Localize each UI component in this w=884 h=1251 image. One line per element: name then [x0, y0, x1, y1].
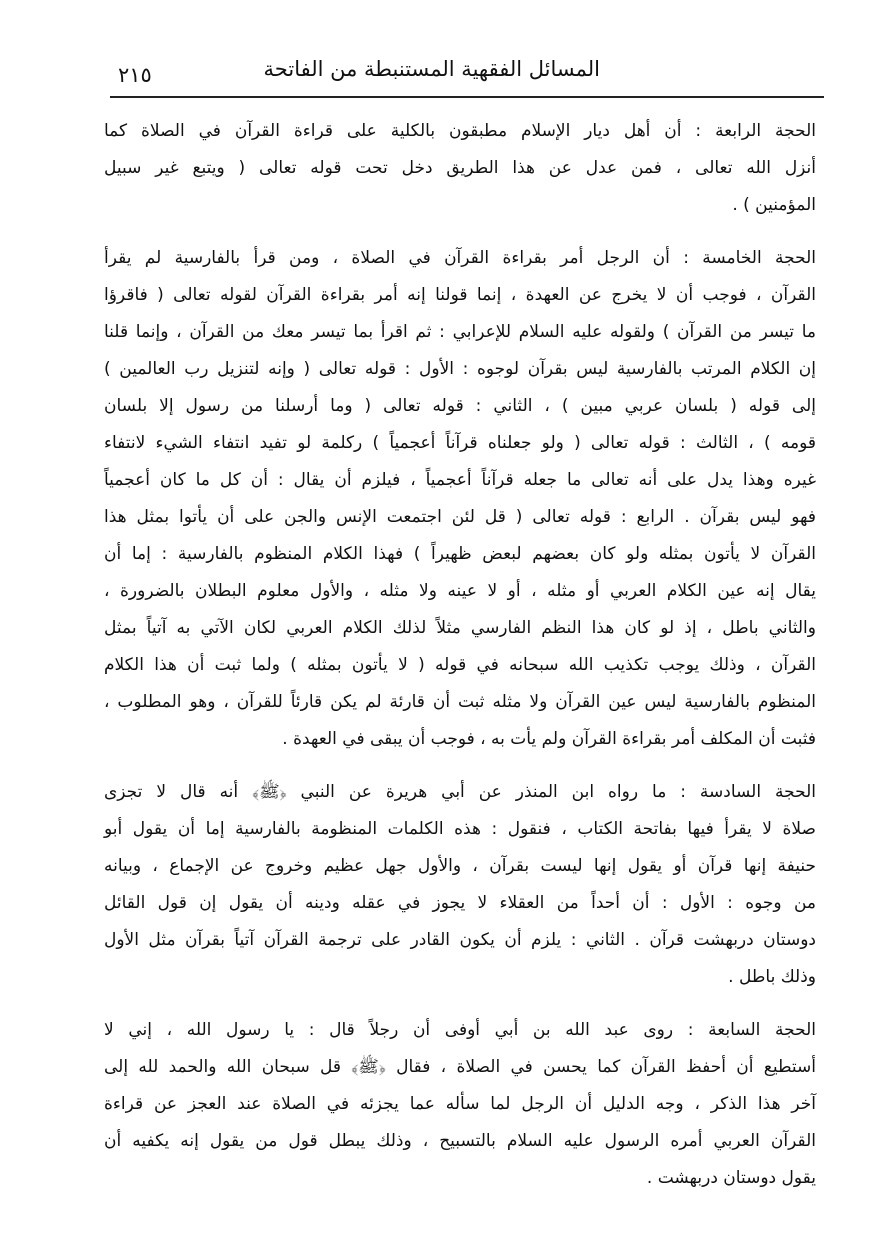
- text-line: القرآن ، فوجب أن لا يخرج عن العهدة ، إنما قولنا إنه أمر بقراءة القرآن لقوله تعالى ( فاقرؤا: [104, 285, 816, 305]
- text-line: أنزل الله تعالى ، فمن عدل عن هذا الطريق دخل تحت قوله تعالى ( ويتبع غير سبيل: [104, 158, 816, 178]
- paragraph-sixth-argument: [104, 774, 816, 996]
- body-text: [104, 113, 816, 1213]
- paragraph-seventh-argument: [104, 1012, 816, 1197]
- text-line: الحجة الرابعة : أن أهل ديار الإسلام مطبقون بالكلية على قراءة القرآن في الصلاة كما: [104, 121, 816, 141]
- header-rule: [110, 96, 824, 98]
- text-line: ما تيسر من القرآن ) ولقوله عليه السلام للإعرابي : ثم اقرأ بما تيسر معك من القرآن ، وإنما قلنا: [104, 322, 816, 342]
- paragraph-fifth-argument: [104, 240, 816, 758]
- text-line: إن الكلام المرتب بالفارسية ليس بقرآن لوجوه : الأول : قوله تعالى ( وإنه لتنزيل رب العالمين ): [104, 359, 816, 379]
- text-line: فثبت أن المكلف أمر بقراءة القرآن ولم يأت به ، فوجب أن يبقى في العهدة .: [282, 729, 816, 749]
- text-line: دوستان دربهشت قرآن . الثاني : يلزم أن يكون القادر على ترجمة القرآن آتياً بقرآن مثل الأول: [104, 930, 816, 950]
- text-line: القرآن لا يأتون بمثله ولو كان بعضهم لبعض ظهيراً ) فهذا الكلام المنظوم بالفارسية : إما أن: [104, 544, 816, 564]
- running-header-title: المسائل الفقهية المستنبطة من الفاتحة: [263, 57, 600, 81]
- text-line: والثاني باطل ، إذ لو كان هذا النظم الفارسي مثلاً لذلك الكلام العربي لكان الآتي به آتياً بمثل: [104, 618, 816, 638]
- text-line: القرآن ، وذلك يوجب تكذيب الله سبحانه في قوله ( لا يأتون بمثله ) ولما ثبت أن هذا الكلام: [104, 655, 816, 675]
- text-line: إلى قوله ( بلسان عربي مبين ) ، الثاني : قوله تعالى ( وما أرسلنا من رسول إلا بلسان: [104, 396, 816, 416]
- text-line: المؤمنين ) .: [732, 195, 816, 215]
- text-line: آخر هذا الذكر ، وجه الدليل أن الرجل لما سأله عما يجزئه في الصلاة عند العجز عن قراءة: [104, 1094, 816, 1114]
- text-line: يقال إنه عين الكلام العربي أو مثله ، أو لا عينه ولا مثله ، والأول معلوم البطلان بالضرورة ،: [104, 581, 816, 601]
- text-line: يقول دوستان دربهشت .: [646, 1168, 816, 1188]
- text-line: وذلك باطل .: [728, 967, 816, 987]
- text-line: الحجة الخامسة : أن الرجل أمر بقراءة القرآن في الصلاة ، ومن قرأ بالفارسية لم يقرأ: [104, 248, 816, 268]
- text-line: الحجة السادسة : ما رواه ابن المنذر عن أبي هريرة عن النبي ﴿ﷺ﴾ أنه قال لا تجزى: [104, 782, 816, 802]
- text-line: صلاة لا يقرأ فيها بفاتحة الكتاب ، فنقول : هذه الكلمات المنظومة بالفارسية إما أن يقول أبو: [104, 819, 816, 839]
- text-line: حنيفة إنها قرآن أو يقول إنها ليست بقرآن ، والأول جهل عظيم وخروج عن الإجماع ، وبيانه: [104, 856, 816, 876]
- text-line: أستطيع أن أحفظ القرآن كما يحسن في الصلاة ، فقال ﴿ﷺ﴾ قل سبحان الله والحمد لله إلى: [104, 1057, 816, 1077]
- text-line: من وجوه : الأول : أن أحداً من العقلاء لا يجوز في عقله ودينه أن يقول إن قول القائل: [104, 893, 816, 913]
- text-line: فهو ليس بقرآن . الرابع : قوله تعالى ( قل لئن اجتمعت الإنس والجن على أن يأتوا بمثل هذا: [104, 507, 816, 527]
- page-number: ٢١٥: [118, 63, 152, 87]
- paragraph-fourth-argument: [104, 113, 816, 224]
- text-line: قومه ) ، الثالث : قوله تعالى ( ولو جعلناه قرآناً أعجمياً ) ركلمة لو تفيد انتفاء الشيء لانتفاء: [104, 433, 816, 453]
- text-line: المنظوم بالفارسية ليس عين القرآن ولا مثله ثبت أن قارئة لم يكن قارئاً للقرآن ، وهو المطلوب ،: [104, 692, 816, 712]
- text-line: القرآن العربي أمره الرسول عليه السلام بالتسبيح ، وذلك يبطل قول من يقول إنه يكفيه أن: [104, 1131, 816, 1151]
- text-line: غيره وهذا يدل على أنه تعالى ما جعله قرآناً أعجمياً ، فيلزم أن يقال : أن كل ما كان أعجمياً: [104, 470, 816, 490]
- text-line: الحجة السابعة : روى عبد الله بن أبي أوفى أن رجلاً قال : يا رسول الله ، إني لا: [104, 1020, 816, 1040]
